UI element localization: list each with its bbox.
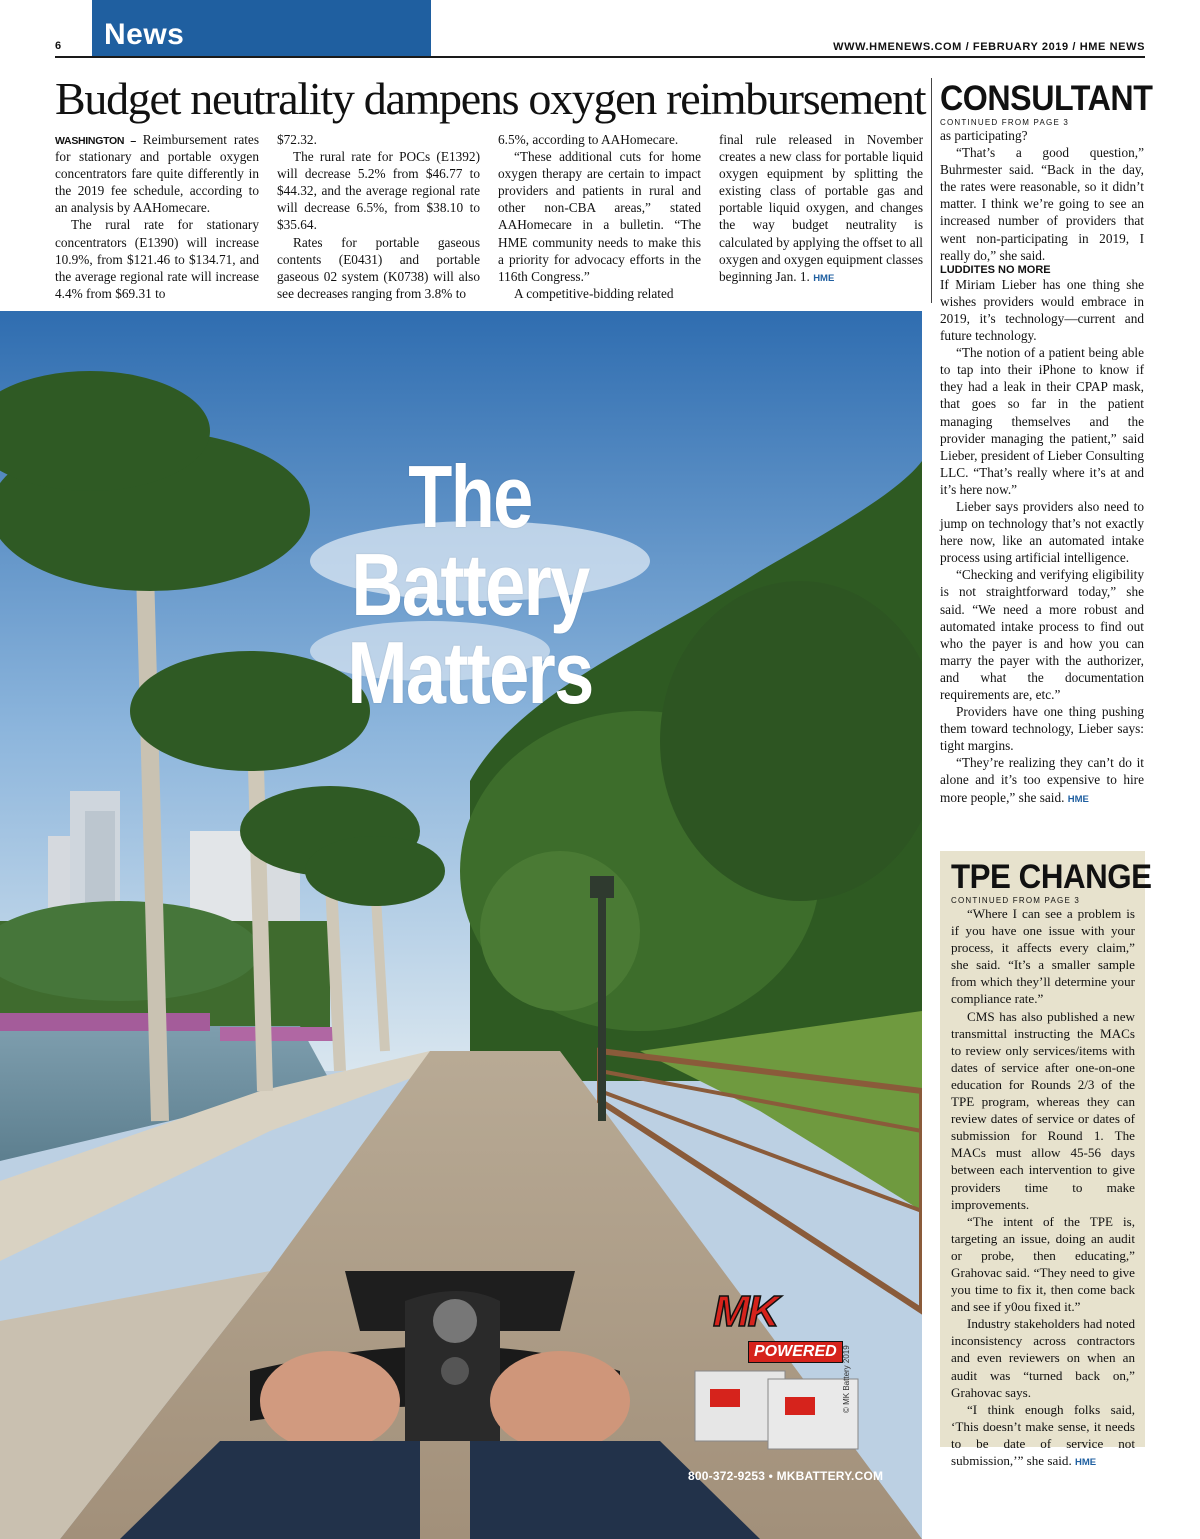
article-column-3 <box>498 131 701 302</box>
consultant-body <box>940 127 1144 806</box>
tpe-kicker: CONTINUED FROM PAGE 3 <box>951 896 1081 905</box>
section-label: News <box>104 18 185 51</box>
consultant-paragraph: “The notion of a patient being able to tap into their iPhone to know if they had a leak in their CPAP mask, that goes so far in the patient managing themselves and the provider managing the patient,” said Lieber, president of Lieber Consulting LLC. “That’s really where it’s at and it’s here now.” <box>940 345 1144 497</box>
article-paragraph: Reimbursement rates for stationary and portable oxygen concentrators fare quite differently in the 2019 fee schedule, according to an analysis by AAHomecare. <box>55 132 259 216</box>
article-headline: Budget neutrality dampens oxygen reimbursement <box>55 73 926 124</box>
hme-end-tag: HME <box>1075 1457 1097 1468</box>
tpe-paragraph: Industry stakeholders had noted inconsistency across contractors and even reviewers on when an audit was “turned back on,” Grahovac says. <box>951 1316 1135 1400</box>
article-paragraph: “These additional cuts for home oxygen therapy are certain to impact providers and patients in rural and other non-CBA areas,” stated AAHomecare in a bulletin. “The HME community needs to make this a priority for advocacy efforts in the 116th Congress.” <box>498 149 701 284</box>
article-column-1 <box>55 131 259 302</box>
article-paragraph: The rural rate for POCs (E1392) will decrease 5.2% from $46.77 to $44.32, and the average regional rate will decrease 6.5%, from $38.10 to $35.64. <box>277 149 480 233</box>
tpe-paragraph: CMS has also published a new transmittal instructing the MACs to review only services/items with dates of service after one-on-one education for Rounds 2/3 of the TPE program, whereas they can review dates of service or dates of submission for Round 1. The MACs must allow 45-56 days between each intervention to give providers time to make improvements. <box>951 1008 1135 1212</box>
article-paragraph: A competitive-bidding related <box>514 285 674 301</box>
consultant-paragraph: “They’re realizing they can’t do it alone and it’s too expensive to hire more people,” she said. <box>940 755 1144 805</box>
consultant-paragraph: If Miriam Lieber has one thing she wishes providers would embrace in 2019, it’s technology—current and future technology. <box>940 276 1144 344</box>
consultant-title: CONSULTANT <box>940 79 1153 118</box>
article-paragraph: $72.32. <box>277 132 317 147</box>
article-paragraph: The rural rate for stationary concentrators (E1390) will increase 10.9%, from $121.46 to $134.71, and the average regional rate will increase 4.4% from $69.31 to <box>55 217 259 301</box>
ad-headline-line: Battery <box>351 535 589 634</box>
tpe-title: TPE CHANGE <box>951 858 1152 896</box>
ad-headline <box>331 447 610 722</box>
consultant-paragraph: Providers have one thing pushing them toward technology, Lieber says: tight margins. <box>940 704 1144 754</box>
dateline: WASHINGTON – <box>55 135 136 147</box>
consultant-paragraph: Lieber says providers also need to jump on technology that’s not exactly here now, like an automated intake process using artificial intelligence. <box>940 498 1144 566</box>
hme-end-tag: HME <box>1067 793 1089 805</box>
tpe-paragraph: “The intent of the TPE is, targeting an issue, doing an audit or probe, then educating,” Grahovac said. “They need to give you time to fix it, then come back and see if y0ou fixed it.” <box>951 1213 1135 1315</box>
article-paragraph: Rates for portable gaseous contents (E0431) and portable gaseous 02 system (K0738) will also see decreases ranging from 3.8% to <box>277 234 480 301</box>
section-tab <box>92 0 431 56</box>
consultant-kicker: CONTINUED FROM PAGE 3 <box>940 118 1070 127</box>
masthead: WWW.HMENEWS.COM / FEBRUARY 2019 / HME NEWS <box>833 41 1145 53</box>
page-number: 6 <box>55 40 62 52</box>
consultant-paragraph: “That’s a good question,” Buhrmester said. “Back in the day, the rates were reasonable, so it didn’t matter. I think we’re going to see an increased number of providers that went non-participating in 2019, I really do,” she said. <box>940 145 1144 263</box>
article-column-2 <box>277 131 480 302</box>
consultant-subhead: LUDDITES NO MORE <box>940 263 1051 276</box>
ad-copyright: © MK Battery 2019 <box>842 1345 851 1413</box>
consultant-paragraph: as participating? <box>940 128 1028 143</box>
consultant-paragraph: “Checking and verifying eligibility is not straightforward today,” she said. “We need a more robust and automated intake process to find out who the payer is and how you can marry the payer with the authorizer, and what the documentation requirements are, etc.” <box>940 567 1144 702</box>
tpe-body <box>951 905 1135 1469</box>
ad-contact: 800-372-9253 • MKBATTERY.COM <box>688 1469 884 1483</box>
column-divider <box>931 78 932 303</box>
tpe-change-box <box>940 851 1152 1468</box>
mk-logo: MK <box>713 1287 778 1336</box>
battery-advertisement <box>0 311 922 1539</box>
header-rule <box>55 56 1145 58</box>
article-column-4 <box>719 131 923 285</box>
ad-headline-line: The <box>408 447 532 546</box>
article-paragraph: final rule released in November creates a new class for portable liquid oxygen equipment by splitting the existing class of portable gas and portable liquid oxygen, and changes the way budget neutrality is calculated by applying the offset to all oxygen and oxygen equipment classes beginning Jan. 1. <box>719 132 923 284</box>
hme-end-tag: HME <box>813 272 835 284</box>
mk-powered-label: POWERED <box>748 1341 843 1363</box>
ad-headline-line: Matters <box>347 623 593 722</box>
article-paragraph: 6.5%, according to AAHomecare. <box>498 132 679 147</box>
tpe-paragraph: “I think enough folks said, ‘This doesn’t make sense, it needs to be date of service not submission,’” she said. <box>951 1401 1135 1468</box>
consultant-sidebar <box>940 79 1153 806</box>
tpe-paragraph: “Where I can see a problem is if you have one issue with your process, it affects every claim,” she said. “It’s a smaller sample from which they’ll determine your compliance rate.” <box>951 906 1135 1007</box>
